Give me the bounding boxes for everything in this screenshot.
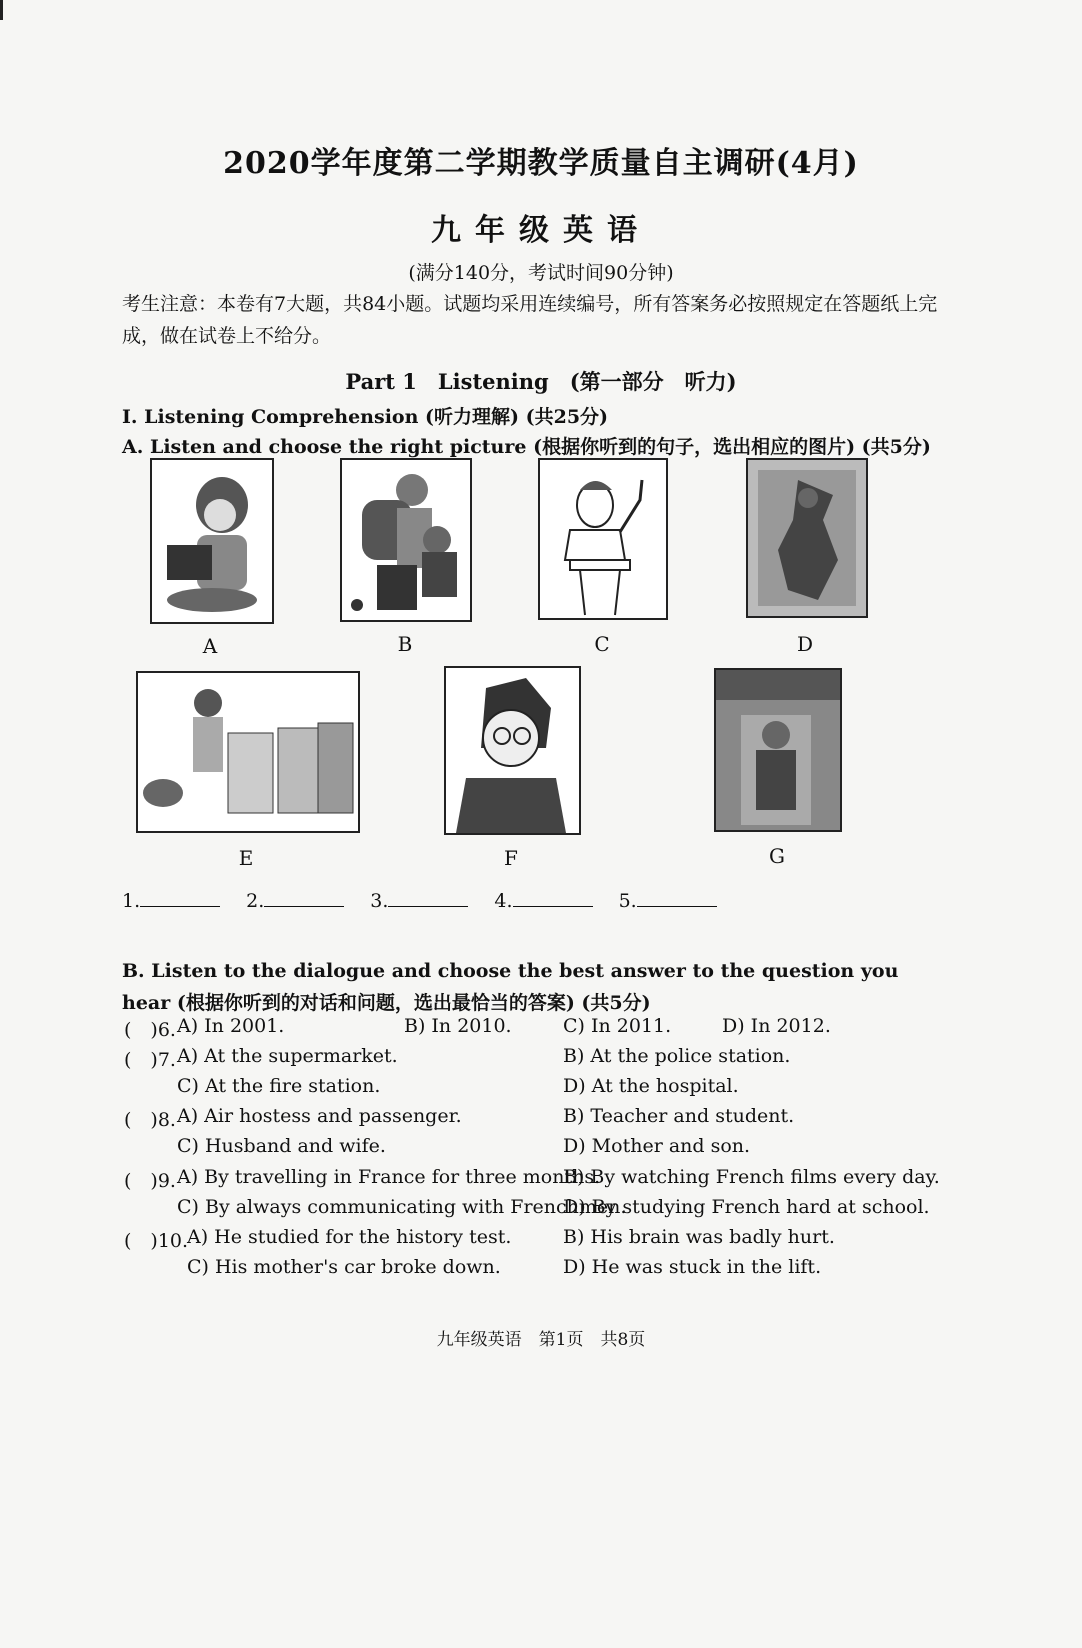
question-10-option-c: C) His mother's car broke down. bbox=[187, 1256, 501, 1278]
question-9-option-c: C) By always communicating with Frenchmen. bbox=[177, 1196, 627, 1218]
picture-label-e: E bbox=[238, 846, 254, 870]
picture-e bbox=[136, 671, 360, 833]
question-10-option-a: A) He studied for the history test. bbox=[187, 1226, 512, 1248]
question-6-option-b: B) In 2010. bbox=[404, 1015, 512, 1037]
section-heading: I. Listening Comprehension (听力理解) (共25分) bbox=[122, 406, 609, 428]
picture-label-a: A bbox=[202, 634, 218, 658]
picture-f bbox=[444, 666, 581, 835]
question-6-option-d: D) In 2012. bbox=[722, 1015, 831, 1037]
blank-1[interactable]: 1. bbox=[122, 890, 220, 912]
question-9-option-b: B) By watching French films every day. bbox=[563, 1166, 940, 1188]
part-title: Part 1 Listening (第一部分 听力) bbox=[345, 369, 737, 394]
picture-label-g: G bbox=[769, 844, 785, 868]
question-7-option-b: B) At the police station. bbox=[563, 1045, 791, 1067]
picture-label-d: D bbox=[796, 632, 814, 656]
picture-label-b: B bbox=[397, 632, 413, 656]
question-7-option-c: C) At the fire station. bbox=[177, 1075, 381, 1097]
question-7-number: ( )7. bbox=[124, 1049, 176, 1071]
question-9-option-a: A) By travelling in France for three months. bbox=[177, 1166, 601, 1188]
blank-5[interactable]: 5. bbox=[619, 890, 717, 912]
blank-3[interactable]: 3. bbox=[370, 890, 468, 912]
question-10-option-d: D) He was stuck in the lift. bbox=[563, 1256, 822, 1278]
subject-title: 九年级英语 bbox=[431, 213, 651, 248]
question-7-option-d: D) At the hospital. bbox=[563, 1075, 739, 1097]
question-8-option-a: A) Air hostess and passenger. bbox=[177, 1105, 462, 1127]
candidate-notice: 考生注意：本卷有7大题，共84小题。试题均采用连续编号，所有答案务必按照规定在答题纸上完成，做在试卷上不给分。 bbox=[122, 293, 938, 347]
question-6-number: ( )6. bbox=[124, 1019, 176, 1041]
picture-label-c: C bbox=[594, 632, 610, 656]
question-8-number: ( )8. bbox=[124, 1109, 176, 1131]
section-a-heading: A. Listen and choose the right picture (根据你听到的句子，选出相应的图片) (共5分) bbox=[122, 436, 931, 458]
picture-a bbox=[150, 458, 274, 624]
picture-d bbox=[746, 458, 868, 618]
scan-mark bbox=[0, 0, 3, 20]
answer-blanks bbox=[122, 890, 743, 912]
question-9-number: ( )9. bbox=[124, 1170, 176, 1192]
question-8-option-c: C) Husband and wife. bbox=[177, 1135, 386, 1157]
question-8-option-b: B) Teacher and student. bbox=[563, 1105, 795, 1127]
picture-g bbox=[714, 668, 842, 832]
question-6-option-a: A) In 2001. bbox=[177, 1015, 285, 1037]
blank-2[interactable]: 2. bbox=[246, 890, 344, 912]
picture-b bbox=[340, 458, 472, 622]
score-time: (满分140分，考试时间90分钟) bbox=[408, 262, 674, 284]
question-8-option-d: D) Mother and son. bbox=[563, 1135, 751, 1157]
question-6-option-c: C) In 2011. bbox=[563, 1015, 672, 1037]
question-10-number: ( )10. bbox=[124, 1230, 189, 1252]
exam-title: 2020学年度第二学期教学质量自主调研(4月) bbox=[223, 146, 859, 181]
section-b-heading: B. Listen to the dialogue and choose the best answer to the question you hear (根据你听到的对话和问题，选出最恰当的答案) (共5分) bbox=[122, 960, 899, 1014]
picture-label-f: F bbox=[504, 846, 518, 870]
blank-4[interactable]: 4. bbox=[494, 890, 592, 912]
picture-c bbox=[538, 458, 668, 620]
page-footer: 九年级英语 第1页 共8页 bbox=[436, 1330, 646, 1350]
question-7-option-a: A) At the supermarket. bbox=[177, 1045, 398, 1067]
question-10-option-b: B) His brain was badly hurt. bbox=[563, 1226, 835, 1248]
question-9-option-d: D) By studying French hard at school. bbox=[563, 1196, 930, 1218]
